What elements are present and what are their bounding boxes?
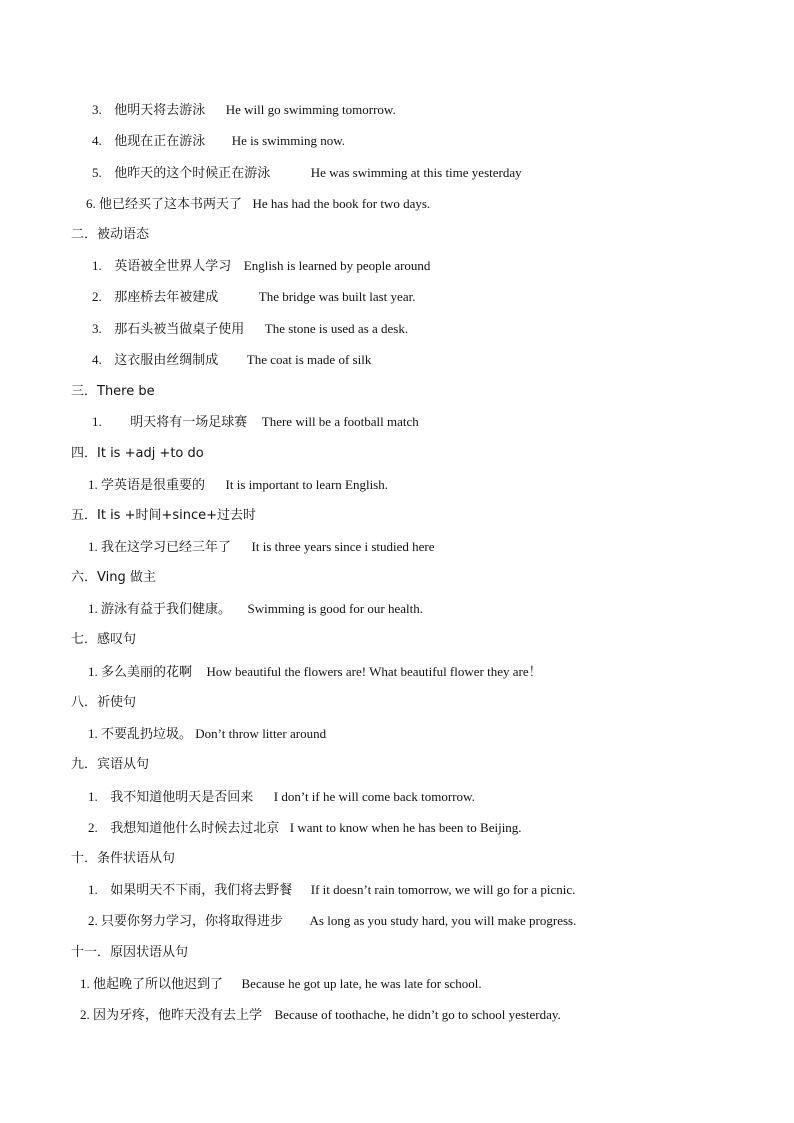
chinese-sentence: 他明天将去游泳 <box>114 103 206 118</box>
item-number: 2. <box>80 1007 90 1022</box>
chinese-sentence: 这衣服由丝绸制成 <box>114 353 219 368</box>
section-heading: 六．Ving 做主 <box>71 570 156 585</box>
english-sentence: Because of toothache, he didn’t go to school yesterday. <box>274 1007 561 1022</box>
chinese-sentence: 那石头被当做桌子使用 <box>114 322 245 337</box>
item-number: 3. <box>92 321 102 336</box>
item-number: 4. <box>92 352 102 367</box>
chinese-sentence: 他起晚了所以他迟到了 <box>93 977 224 992</box>
list-item <box>88 539 435 555</box>
english-sentence: As long as you study hard, you will make progress. <box>309 913 577 928</box>
item-number: 4. <box>92 133 102 148</box>
list-item <box>92 258 430 274</box>
chinese-sentence: 只要你努力学习，你将取得进步 <box>101 914 284 929</box>
list-item <box>88 601 423 617</box>
english-sentence: It is important to learn English. <box>225 477 388 492</box>
list-item <box>88 726 326 742</box>
list-item <box>88 913 576 929</box>
item-number: 5. <box>92 165 102 180</box>
item-number: 1. <box>88 789 98 804</box>
item-number: 3. <box>92 102 102 117</box>
section-heading: 十一．原因状语从句 <box>71 945 189 960</box>
chinese-sentence: 他已经买了这本书两天了 <box>99 197 243 212</box>
english-sentence: He will go swimming tomorrow. <box>225 102 396 117</box>
item-number: 2. <box>92 289 102 304</box>
english-sentence: Swimming is good for our health. <box>247 601 424 616</box>
item-number: 2. <box>88 913 98 928</box>
english-sentence: He is swimming now. <box>231 133 346 148</box>
item-number: 2. <box>88 820 98 835</box>
chinese-sentence: 如果明天不下雨，我们将去野餐 <box>110 883 293 898</box>
item-number: 1. <box>88 726 98 741</box>
list-item <box>92 321 408 337</box>
list-item <box>92 165 522 181</box>
chinese-sentence: 游泳有益于我们健康。 <box>101 602 232 617</box>
chinese-sentence: 多么美丽的花啊 <box>101 665 193 680</box>
english-sentence: The bridge was built last year. <box>258 289 416 304</box>
chinese-sentence: 我不知道他明天是否回来 <box>110 790 254 805</box>
english-sentence: He was swimming at this time yesterday <box>310 165 522 180</box>
item-number: 1. <box>88 882 98 897</box>
list-item <box>92 414 419 430</box>
list-item <box>88 664 542 680</box>
english-sentence: Because he got up late, he was late for school. <box>241 976 482 991</box>
section-heading: 八．祈使句 <box>71 695 137 710</box>
item-number: 1. <box>92 258 102 273</box>
section-heading: 十．条件状语从句 <box>71 851 176 866</box>
list-item <box>86 196 430 212</box>
item-number: 1. <box>92 414 102 429</box>
chinese-sentence: 我在这学习已经三年了 <box>101 540 232 555</box>
list-item <box>80 976 482 992</box>
chinese-sentence: 他现在正在游泳 <box>114 134 206 149</box>
list-item <box>92 133 345 149</box>
list-item <box>92 289 415 305</box>
list-item <box>92 102 396 118</box>
chinese-sentence: 不要乱扔垃圾。 <box>101 727 193 742</box>
english-sentence: It is three years since i studied here <box>251 539 435 554</box>
section-heading: 七．感叹句 <box>71 632 137 647</box>
item-number: 6. <box>86 196 96 211</box>
chinese-sentence: 我想知道他什么时候去过北京 <box>110 821 280 836</box>
list-item <box>80 1007 561 1023</box>
chinese-sentence: 明天将有一场足球赛 <box>130 415 248 430</box>
chinese-sentence: 因为牙疼，他昨天没有去上学 <box>93 1008 263 1023</box>
item-number: 1. <box>80 976 90 991</box>
english-sentence: The stone is used as a desk. <box>264 321 409 336</box>
english-sentence: How beautiful the flowers are! What beautiful flower they are！ <box>206 664 542 679</box>
english-sentence: English is learned by people around <box>243 258 431 273</box>
list-item <box>88 820 522 836</box>
item-number: 1. <box>88 664 98 679</box>
section-heading: 四．It is +adj +to do <box>71 446 204 461</box>
item-number: 1. <box>88 601 98 616</box>
section-heading: 五．It is +时间+since+过去时 <box>71 508 257 523</box>
chinese-sentence: 他昨天的这个时候正在游泳 <box>114 166 271 181</box>
list-item <box>88 882 575 898</box>
item-number: 1. <box>88 477 98 492</box>
section-heading: 二．被动语态 <box>71 227 150 242</box>
item-number: 1. <box>88 539 98 554</box>
list-item <box>88 789 475 805</box>
section-heading: 九．宾语从句 <box>71 757 150 772</box>
english-sentence: He has had the book for two days. <box>252 196 431 211</box>
english-sentence: There will be a football match <box>261 414 419 429</box>
chinese-sentence: 英语被全世界人学习 <box>114 259 232 274</box>
section-heading: 三．There be <box>71 384 155 399</box>
chinese-sentence: 学英语是很重要的 <box>101 478 206 493</box>
english-sentence: If it doesn’t rain tomorrow, we will go for a picnic. <box>310 882 576 897</box>
english-sentence: Don’t throw litter around <box>195 726 327 741</box>
english-sentence: I don’t if he will come back tomorrow. <box>273 789 475 804</box>
list-item <box>88 477 388 493</box>
english-sentence: The coat is made of silk <box>246 352 372 367</box>
list-item <box>92 352 371 368</box>
chinese-sentence: 那座桥去年被建成 <box>114 290 219 305</box>
english-sentence: I want to know when he has been to Beijing. <box>289 820 522 835</box>
